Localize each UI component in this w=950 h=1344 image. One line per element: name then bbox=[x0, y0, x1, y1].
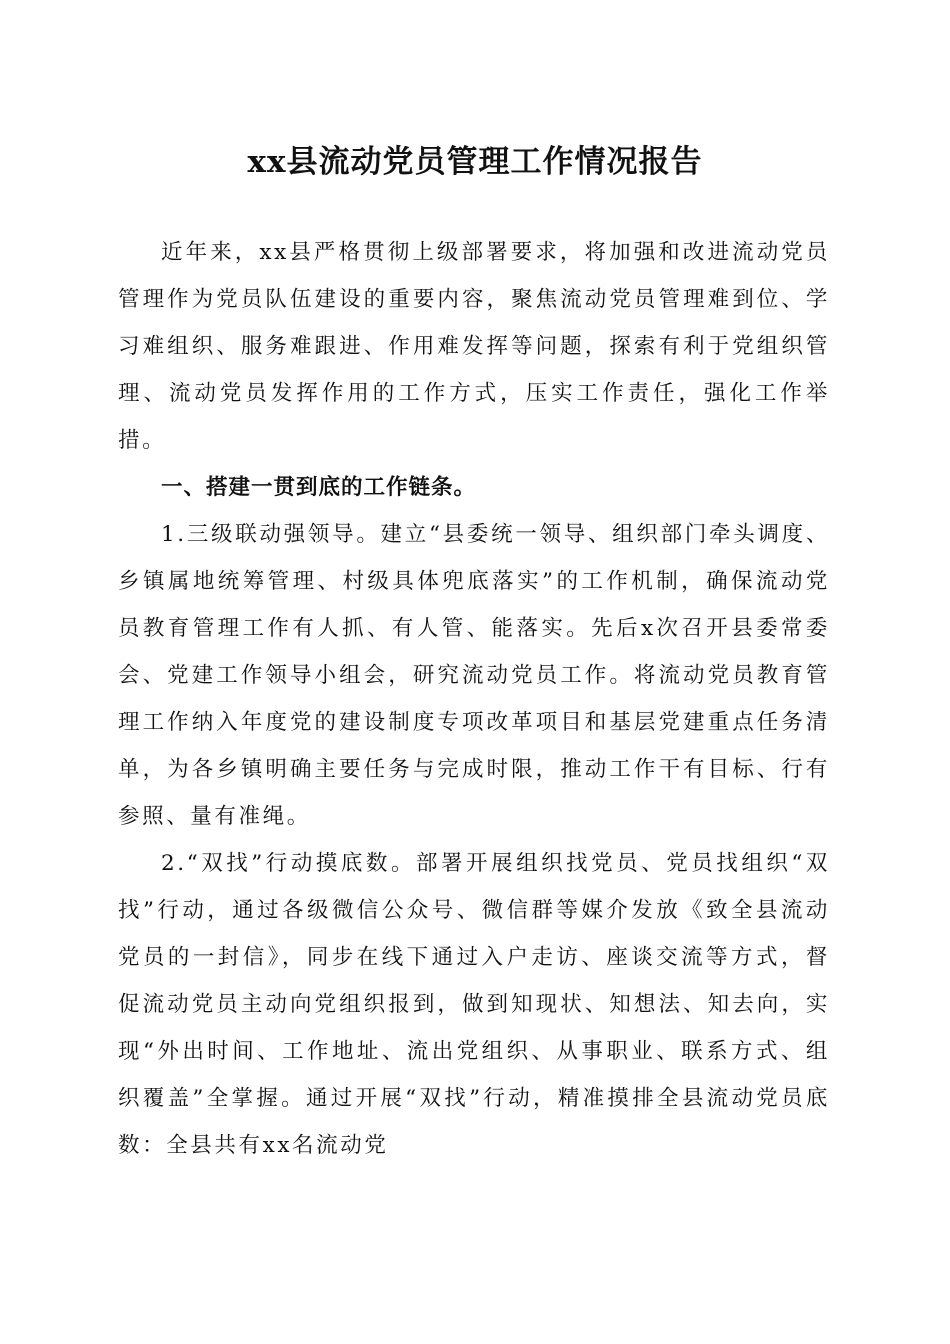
item-2-paragraph: 2.“双找”行动摸底数。部署开展组织找党员、党员找组织“双找”行动，通过各级微信公众号、微信群等媒介发放《致全县流动党员的一封信》，同步在线下通过入户走访、座谈交流等方式，督促流动党员主动向党组织报到，做到知现状、知想法、知去向，实现“外出时间、工作地址、流出党组织、从事职业、联系方式、组织覆盖”全掌握。通过开展“双找”行动，精准摸排全县流动党员底数：全县共有xx名流动党 bbox=[118, 851, 830, 1158]
intro-paragraph: 近年来，xx县严格贯彻上级部署要求，将加强和改进流动党员管理作为党员队伍建设的重要内容，聚焦流动党员管理难到位、学习难组织、服务难跟进、作用难发挥等问题，探索有利于党组织管理、流动党员发挥作用的工作方式，压实工作责任，强化工作举措。 bbox=[118, 240, 830, 453]
document-title: xx县流动党员管理工作情况报告 bbox=[247, 144, 703, 180]
section-heading: 一、搭建一贯到底的工作链条。 bbox=[161, 475, 477, 500]
document-body bbox=[118, 229, 830, 1169]
item-1-paragraph: 1.三级联动强领导。建立“县委统一领导、组织部门牵头调度、乡镇属地统筹管理、村级具体兜底落实”的工作机制，确保流动党员教育管理工作有人抓、有人管、能落实。先后x次召开县委常委会、党建工作领导小组会，研究流动党员工作。将流动党员教育管理工作纳入年度党的建设制度专项改革项目和基层党建重点任务清单，为各乡镇明确主要任务与完成时限，推动工作干有目标、行有参照、量有准绳。 bbox=[118, 522, 830, 829]
